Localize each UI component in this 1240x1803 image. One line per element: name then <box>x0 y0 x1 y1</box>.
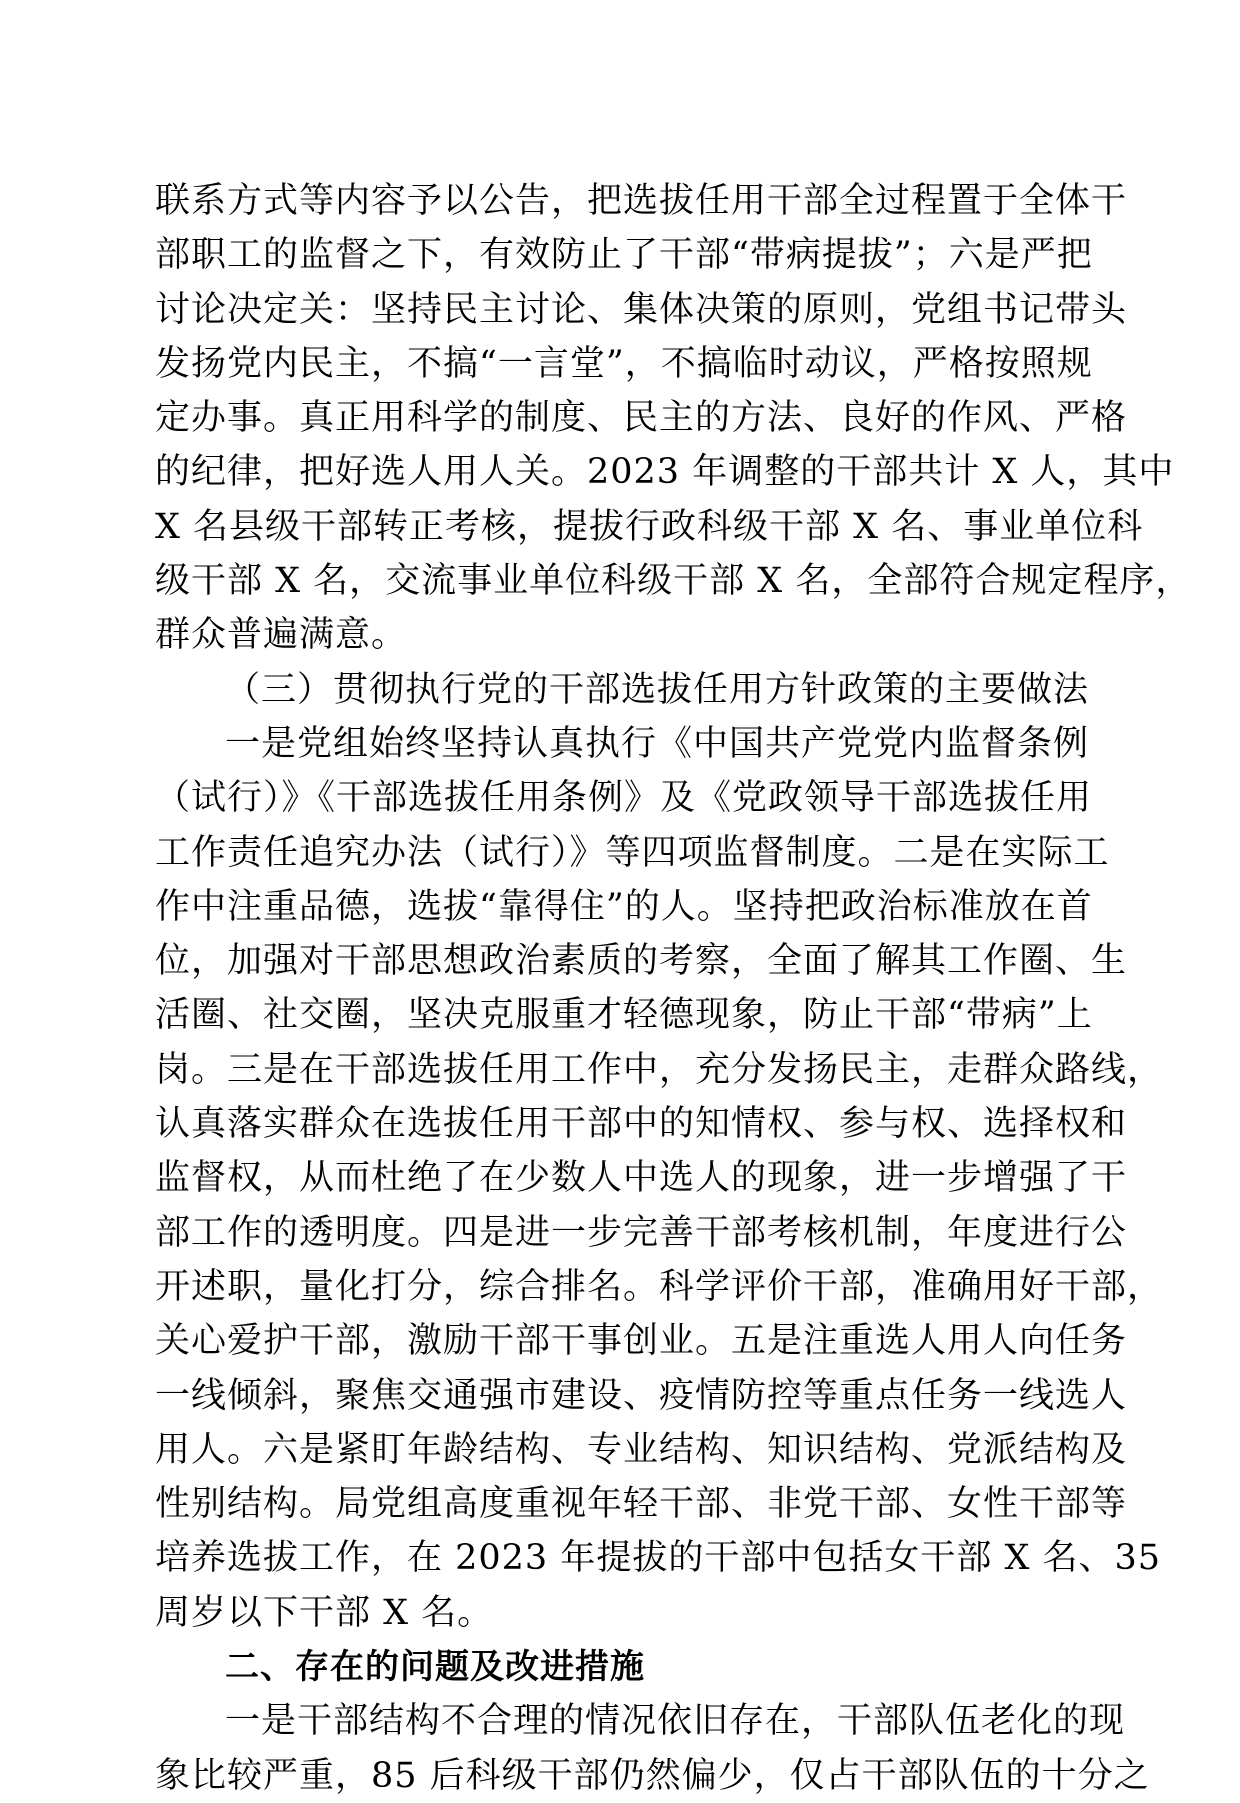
text-line: 用人。六是紧盯年龄结构、专业结构、知识结构、党派结构及 <box>155 1429 1128 1470</box>
text-line: （试行）》《干部选拔任用条例》及《党政领导干部选拔任用 <box>155 778 1093 819</box>
text-line: 认真落实群众在选拔任用干部中的知情权、参与权、选择权和 <box>155 1104 1128 1145</box>
text-line: 定办事。真正用科学的制度、民主的方法、良好的作风、严格 <box>155 398 1128 439</box>
section-heading: 二、存在的问题及改进措施 <box>225 1647 645 1688</box>
text-line: 发扬党内民主，不搞“一言堂”，不搞临时动议，严格按照规 <box>155 343 1093 384</box>
text-line: 一是党组始终坚持认真执行《中国共产党党内监督条例 <box>225 723 1090 764</box>
section-subheading: （三）贯彻执行党的干部选拔任用方针政策的主要做法 <box>225 669 1090 710</box>
text-line: 位，加强对干部思想政治素质的考察，全面了解其工作圈、生 <box>155 941 1128 982</box>
text-line: 一是干部结构不合理的情况依旧存在，干部队伍老化的现 <box>225 1701 1126 1742</box>
text-line: 关心爱护干部，激励干部干事创业。五是注重选人用人向任务 <box>155 1321 1128 1362</box>
text-line: 讨论决定关：坚持民主讨论、集体决策的原则，党组书记带头 <box>155 289 1128 330</box>
text-line: 岗。三是在干部选拔任用工作中，充分发扬民主，走群众路线， <box>155 1049 1164 1090</box>
text-line: 一线倾斜，聚焦交通强市建设、疫情防控等重点任务一线选人 <box>155 1375 1128 1416</box>
paragraph-problems <box>155 1694 1150 1803</box>
document-body <box>155 174 1192 1803</box>
text-line: 工作责任追究办法（试行）》等四项监督制度。二是在实际工 <box>155 832 1110 873</box>
text-line: 级干部 X 名，交流事业单位科级干部 X 名，全部符合规定程序， <box>155 561 1192 602</box>
text-line: 部职工的监督之下，有效防止了干部“带病提拔”；六是严把 <box>155 235 1093 276</box>
text-line: 周岁以下干部 X 名。 <box>155 1592 494 1633</box>
text-line: 群众普遍满意。 <box>155 615 408 656</box>
text-line: 联系方式等内容予以公告，把选拔任用干部全过程置于全体干 <box>155 181 1128 221</box>
paragraph-main-measures <box>155 717 1164 1640</box>
text-line: 监督权，从而杜绝了在少数人中选人的现象，进一步增强了干 <box>155 1158 1128 1199</box>
text-line: 的纪律，把好选人用人关。2023 年调整的干部共计 X 人，其中 <box>155 452 1175 493</box>
text-line: 开述职，量化打分，综合排名。科学评价干部，准确用好干部， <box>155 1266 1164 1307</box>
text-line: X 名县级干部转正考核，提拔行政科级干部 X 名、事业单位科 <box>155 506 1144 547</box>
text-line: 活圈、社交圈，坚决克服重才轻德现象，防止干部“带病”上 <box>155 995 1093 1036</box>
text-line: 性别结构。局党组高度重视年轻干部、非党干部、女性干部等 <box>155 1484 1128 1525</box>
text-line: 培养选拔工作，在 2023 年提拔的干部中包括女干部 X 名、35 <box>155 1538 1162 1579</box>
text-line: 象比较严重，85 后科级干部仍然偏少，仅占干部队伍的十分之 <box>155 1755 1150 1796</box>
paragraph-selection-procedure <box>155 174 1192 663</box>
text-line: 部工作的透明度。四是进一步完善干部考核机制，年度进行公 <box>155 1212 1128 1253</box>
text-line: 作中注重品德，选拔“靠得住”的人。坚持把政治标准放在首 <box>155 886 1093 927</box>
